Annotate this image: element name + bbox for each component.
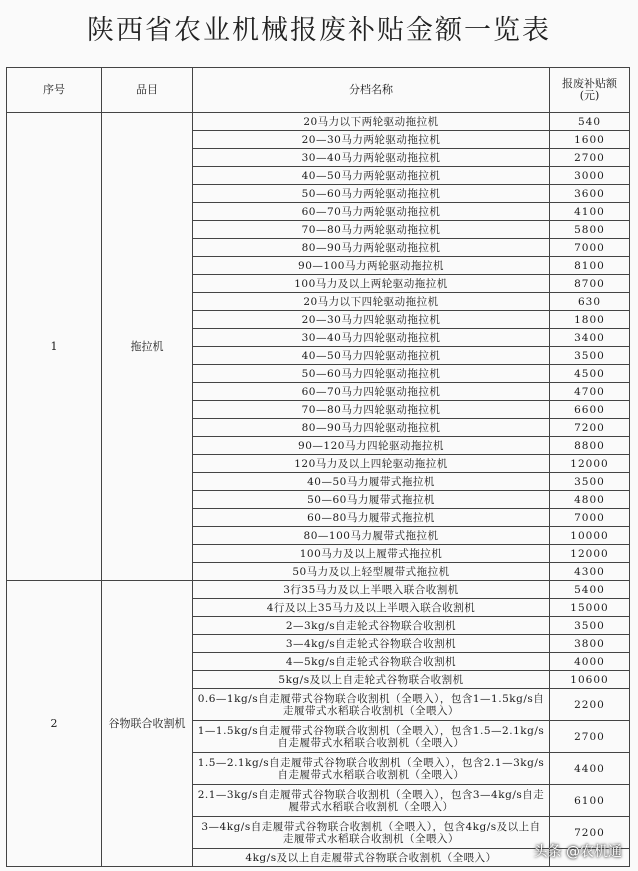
amount-cell: 12000 xyxy=(550,455,630,473)
grade-cell: 80—100马力履带式拖拉机 xyxy=(193,527,550,545)
amount-cell: 15000 xyxy=(550,599,630,617)
amount-cell: 4500 xyxy=(550,365,630,383)
grade-cell: 50—60马力两轮驱动拖拉机 xyxy=(193,185,550,203)
grade-cell: 1.5—2.1kg/s自走履带式谷物联合收割机（全喂入），包含2.1—3kg/s自走履带式水稻联合收割机（全喂入） xyxy=(193,753,550,785)
grade-cell: 70—80马力两轮驱动拖拉机 xyxy=(193,221,550,239)
grade-cell: 100马力及以上履带式拖拉机 xyxy=(193,545,550,563)
amount-cell: 3500 xyxy=(550,617,630,635)
grade-cell: 20马力以下两轮驱动拖拉机 xyxy=(193,113,550,131)
grade-cell: 80—90马力四轮驱动拖拉机 xyxy=(193,419,550,437)
amount-cell: 4400 xyxy=(550,753,630,785)
amount-cell: 5400 xyxy=(550,581,630,599)
amount-cell: 3600 xyxy=(550,185,630,203)
amount-cell: 3500 xyxy=(550,473,630,491)
grade-cell: 50—60马力四轮驱动拖拉机 xyxy=(193,365,550,383)
amount-cell: 6100 xyxy=(550,785,630,817)
amount-cell: 4300 xyxy=(550,563,630,581)
amount-cell: 4700 xyxy=(550,383,630,401)
amount-cell: 2200 xyxy=(550,689,630,721)
header-seq: 序号 xyxy=(7,68,102,113)
grade-cell: 4—5kg/s自走轮式谷物联合收割机 xyxy=(193,653,550,671)
watermark: 头条 @农机通 xyxy=(533,844,622,860)
amount-cell: 10000 xyxy=(550,527,630,545)
amount-cell: 7200 xyxy=(550,419,630,437)
grade-cell: 1—1.5kg/s自走履带式谷物联合收割机（全喂入），包含1.5—2.1kg/s自走履带式水稻联合收割机（全喂入） xyxy=(193,721,550,753)
grade-cell: 30—40马力两轮驱动拖拉机 xyxy=(193,149,550,167)
table-row xyxy=(7,581,630,599)
grade-cell: 3—4kg/s自走轮式谷物联合收割机 xyxy=(193,635,550,653)
page-title: 陕西省农业机械报废补贴金额一览表 xyxy=(87,15,551,46)
amount-cell: 5800 xyxy=(550,221,630,239)
grade-cell: 40—50马力四轮驱动拖拉机 xyxy=(193,347,550,365)
item-cell: 谷物联合收割机 xyxy=(102,581,193,867)
grade-cell: 60—70马力四轮驱动拖拉机 xyxy=(193,383,550,401)
amount-cell: 2700 xyxy=(550,149,630,167)
seq-cell: 2 xyxy=(7,581,102,867)
amount-cell: 3800 xyxy=(550,635,630,653)
seq-cell: 1 xyxy=(7,113,102,581)
amount-cell: 4000 xyxy=(550,653,630,671)
grade-cell: 90—120马力四轮驱动拖拉机 xyxy=(193,437,550,455)
grade-cell: 0.6—1kg/s自走履带式谷物联合收割机（全喂入），包含1—1.5kg/s自走履带式水稻联合收割机（全喂入） xyxy=(193,689,550,721)
grade-cell: 80—90马力两轮驱动拖拉机 xyxy=(193,239,550,257)
amount-cell: 7000 xyxy=(550,509,630,527)
grade-cell: 40—50马力两轮驱动拖拉机 xyxy=(193,167,550,185)
grade-cell: 60—80马力履带式拖拉机 xyxy=(193,509,550,527)
grade-cell: 100马力及以上两轮驱动拖拉机 xyxy=(193,275,550,293)
grade-cell: 4行及以上35马力及以上半喂入联合收割机 xyxy=(193,599,550,617)
amount-cell: 2700 xyxy=(550,721,630,753)
table-body xyxy=(7,113,630,867)
grade-cell: 70—80马力四轮驱动拖拉机 xyxy=(193,401,550,419)
grade-cell: 5kg/s及以上自走轮式谷物联合收割机 xyxy=(193,671,550,689)
amount-cell: 8100 xyxy=(550,257,630,275)
grade-cell: 90—100马力两轮驱动拖拉机 xyxy=(193,257,550,275)
amount-cell: 630 xyxy=(550,293,630,311)
amount-cell: 8800 xyxy=(550,437,630,455)
grade-cell: 50—60马力履带式拖拉机 xyxy=(193,491,550,509)
grade-cell: 2—3kg/s自走轮式谷物联合收割机 xyxy=(193,617,550,635)
amount-cell: 6600 xyxy=(550,401,630,419)
grade-cell: 60—70马力两轮驱动拖拉机 xyxy=(193,203,550,221)
grade-cell: 4kg/s及以上自走履带式谷物联合收割机（全喂入） xyxy=(193,849,550,867)
amount-cell: 4800 xyxy=(550,491,630,509)
amount-cell: 3400 xyxy=(550,329,630,347)
grade-cell: 40—50马力履带式拖拉机 xyxy=(193,473,550,491)
amount-cell: 10600 xyxy=(550,671,630,689)
grade-cell: 20—30马力四轮驱动拖拉机 xyxy=(193,311,550,329)
amount-cell: 7200 xyxy=(550,817,630,849)
header-amount: 报废补贴额 (元) xyxy=(550,68,630,113)
grade-cell: 50马力及以上轻型履带式拖拉机 xyxy=(193,563,550,581)
grade-cell: 30—40马力四轮驱动拖拉机 xyxy=(193,329,550,347)
item-cell: 拖拉机 xyxy=(102,113,193,581)
subsidy-table xyxy=(6,67,630,867)
amount-cell: 540 xyxy=(550,113,630,131)
grade-cell: 20马力以下四轮驱动拖拉机 xyxy=(193,293,550,311)
amount-cell: 8700 xyxy=(550,275,630,293)
grade-cell: 2.1—3kg/s自走履带式谷物联合收割机（全喂入），包含3—4kg/s自走履带式水稻联合收割机（全喂入） xyxy=(193,785,550,817)
amount-cell: 7000 xyxy=(550,239,630,257)
header-item: 品目 xyxy=(102,68,193,113)
amount-cell: 12000 xyxy=(550,545,630,563)
grade-cell: 120马力及以上四轮驱动拖拉机 xyxy=(193,455,550,473)
amount-cell: 3000 xyxy=(550,167,630,185)
amount-cell: 4100 xyxy=(550,203,630,221)
header-grade: 分档名称 xyxy=(193,68,550,113)
amount-cell: 3500 xyxy=(550,347,630,365)
table-row xyxy=(7,113,630,131)
amount-cell: 1800 xyxy=(550,311,630,329)
grade-cell: 3—4kg/s自走履带式谷物联合收割机（全喂入），包含4kg/s及以上自走履带式水稻联合收割机（全喂入） xyxy=(193,817,550,849)
header-row xyxy=(7,68,630,113)
grade-cell: 20—30马力两轮驱动拖拉机 xyxy=(193,131,550,149)
grade-cell: 3行35马力及以上半喂入联合收割机 xyxy=(193,581,550,599)
amount-cell: 1600 xyxy=(550,131,630,149)
